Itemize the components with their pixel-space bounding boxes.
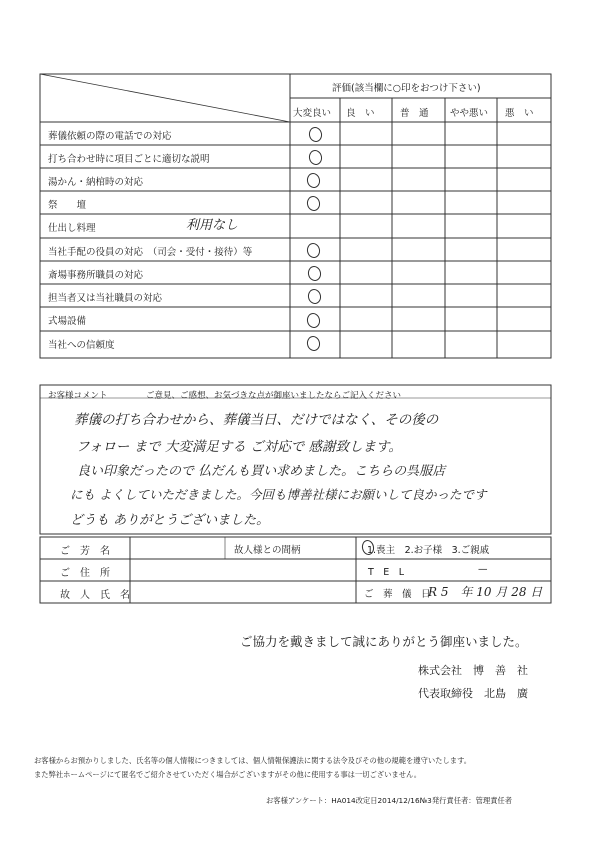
row-label-facility: 式場設備 [48,316,87,327]
funeral-date-label: ご 葬 儀 日 [364,589,431,600]
row-label-staff-arranged: 当社手配の役員の対応 （司会・受付・接待）等 [48,247,253,258]
tel-label: T E L [368,567,405,578]
comment-line-3: 良い印象だったので 仏だんも買い求めました。こちらの呉服店 [77,464,446,479]
comment-line-1: 葬儀の打ち合わせから、葬儀当日、だけではなく、その後の [74,412,439,428]
row-label-encoffining: 湯かん・納棺時の対応 [48,177,144,188]
relation-label: 故人様との間柄 [234,545,301,556]
address-label: ご 住 所 [60,568,110,579]
tel-value: — [478,564,488,575]
company-name: 株式会社 博 善 社 [418,664,528,677]
row-label-hall-office: 斎場事務所職員の対応 [48,270,144,281]
catering-note: 利用なし [186,218,239,233]
deceased-name-label: 故 人 氏 名 [60,590,130,601]
comment-line-5: どうも ありがとうございました。 [70,513,270,528]
row-label-catering: 仕出し料理 [48,223,96,234]
form-code: お客様アンケート：HA014改定日2014/12/16№3発行責任者：管理責任者 [266,796,513,805]
evaluation-header: 評価(該当欄に○印をおつけ下さい) [332,83,481,94]
representative-name: 代表取締役 北島 廣 [418,687,528,700]
column-bad: 悪 い [505,108,534,119]
comment-prompt: ご意見、ご感想、お気づきな点が御座いましたならご記入ください [146,391,402,401]
comment-label: お客様コメント [48,391,108,401]
column-good: 良 い [346,108,375,119]
row-label-explanation: 打ち合わせ時に項目ごとに適切な説明 [48,154,210,165]
row-label-trust: 当社への信頼度 [48,340,115,351]
column-somewhat-bad: やや悪い [450,108,489,119]
thanks-message: ご協力を戴きまして誠にありがとう御座いました。 [240,634,528,649]
name-label: ご 芳 名 [60,546,110,557]
comment-line-2: フォロー まで 大変満足する ご対応で 感謝致します。 [76,439,402,455]
row-label-altar: 祭 壇 [48,200,87,211]
row-label-phone-response: 葬儀依頼の際の電話での対応 [48,131,172,142]
column-average: 普 通 [400,108,429,119]
header-diagonal [40,74,290,122]
funeral-date-value: R 5 年 10 月 28 日 [428,585,543,599]
comment-line-4: にも よくしていただきました。今回も博善社様にお願いして良かったです [70,487,487,502]
privacy-note-2: また弊社ホームページにて匿名でご紹介させていただく場合がございますがその他に使用する事は一切ございません。 [34,770,422,779]
column-excellent: 大変良い [293,108,332,119]
relation-options: 1.喪主 2.お子様 3.ご親戚 [367,545,490,556]
row-label-person-in-charge: 担当者又は当社職員の対応 [48,293,163,304]
privacy-note-1: お客様からお預かりしました、氏名等の個人情報につきましては、個人情報保護法に関する法令及びその他の規範を遵守いたします。 [34,756,472,765]
